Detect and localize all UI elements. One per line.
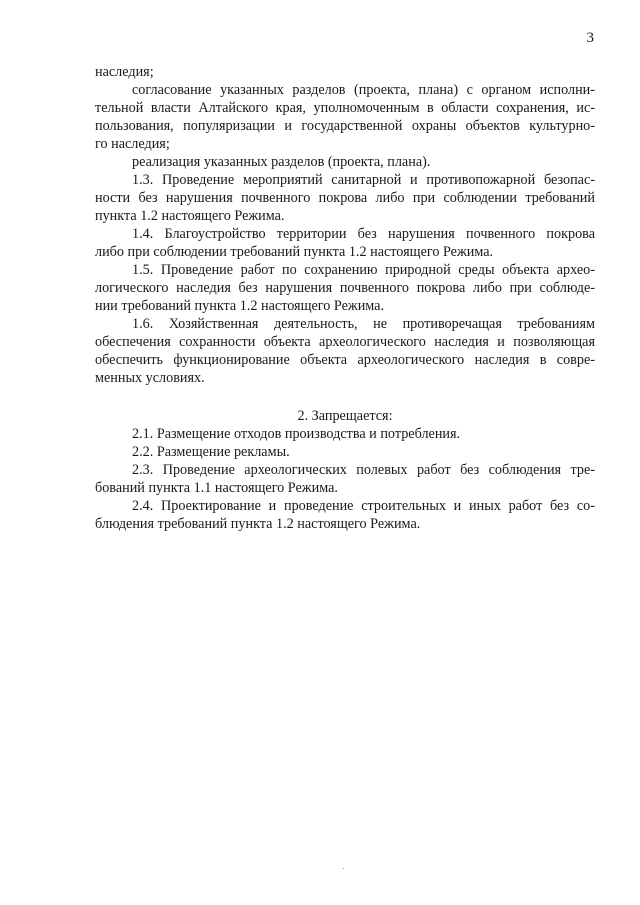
section-spacer [95,387,595,407]
text-line: либо при соблюдении требований пункта 1.2 настоящего Режима. [95,244,494,260]
text-line: обеспечения сохранности объекта археологического наследия и позволяющая [95,334,595,350]
page-number: 3 [586,30,594,46]
text-line: 1.4. Благоустройство территории без нарушения почвенного покрова [132,226,595,242]
text-line: логического наследия без нарушения почвенного покрова либо при соблюде- [95,280,595,296]
text-line: тельной власти Алтайского края, уполномоченным в области сохранения, ис- [95,100,595,116]
text-line: 1.6. Хозяйственная деятельность, не противоречащая требованиям [132,316,595,332]
section-heading: 2. Запрещается: [297,408,393,424]
text-line: ности без нарушения почвенного покрова либо при соблюдении требований [95,190,595,206]
text-line: согласование указанных разделов (проекта, плана) с органом исполни- [132,82,595,98]
text-line: пункта 1.2 настоящего Режима. [95,208,285,224]
document-body [95,63,595,533]
text-line: го наследия; [95,136,170,152]
text-line: 2.2. Размещение рекламы. [132,444,290,460]
text-line: бований пункта 1.1 настоящего Режима. [95,480,338,496]
text-line: реализация указанных разделов (проекта, плана). [132,154,431,170]
text-line: наследия; [95,64,154,80]
text-line: нии требований пункта 1.2 настоящего Режима. [95,298,385,314]
scan-speck [343,868,344,869]
text-line: 2.4. Проектирование и проведение строительных и иных работ без со- [132,498,595,514]
text-line: 1.5. Проведение работ по сохранению природной среды объекта архео- [132,262,595,278]
text-line: 2.3. Проведение археологических полевых работ без соблюдения тре- [132,462,595,478]
text-line: блюдения требований пункта 1.2 настоящего Режима. [95,516,421,532]
text-line: 2.1. Размещение отходов производства и потребления. [132,426,461,442]
text-line: обеспечить функционирование объекта археологического наследия в совре- [95,352,595,368]
text-line: менных условиях. [95,370,205,386]
text-line: пользования, популяризации и государственной охраны объектов культурно- [95,118,595,134]
text-line: 1.3. Проведение мероприятий санитарной и противопожарной безопас- [132,172,595,188]
